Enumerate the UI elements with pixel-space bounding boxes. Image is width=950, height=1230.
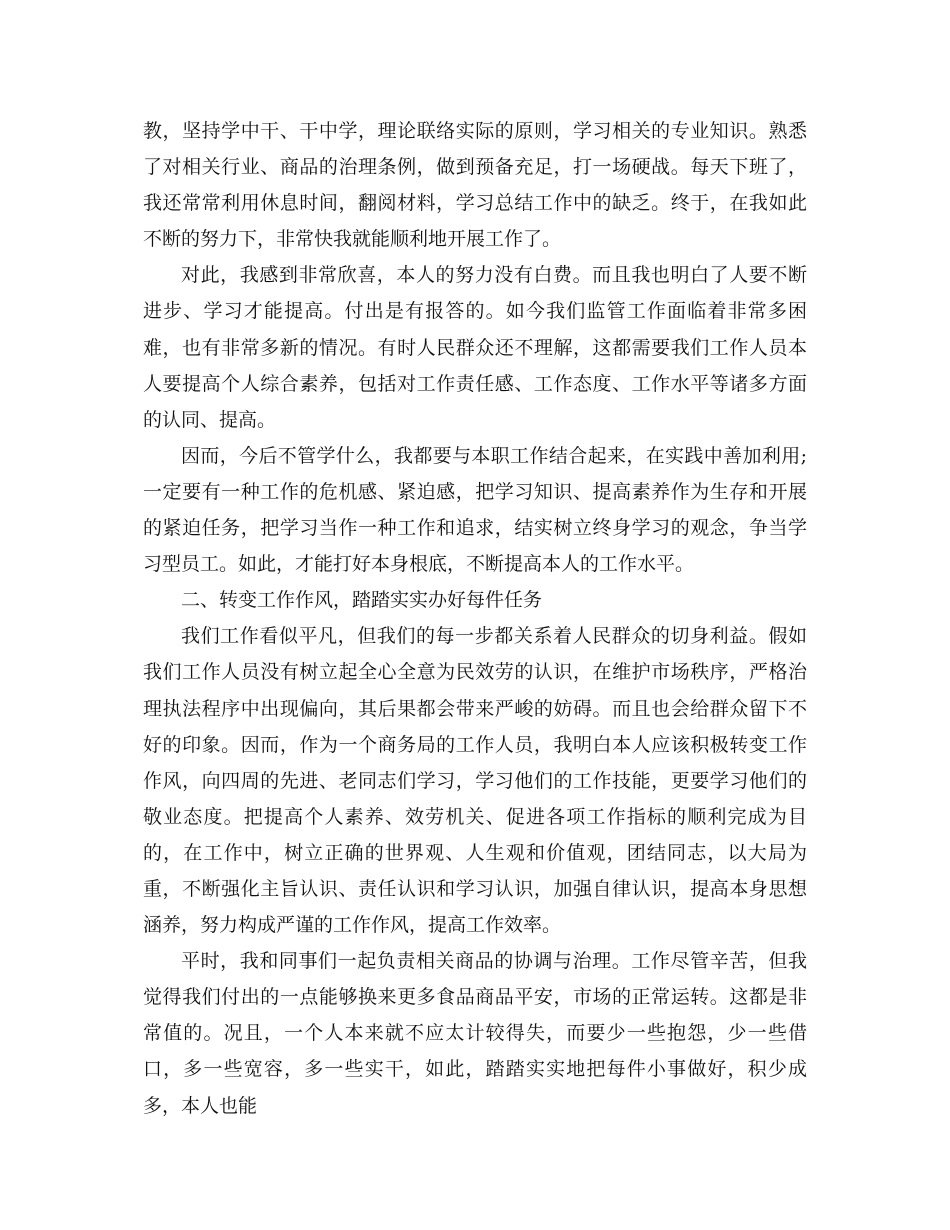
paragraph-continued: 教，坚持学中干、干中学，理论联络实际的原则，学习相关的专业知识。熟悉了对相关行业、商品的治理条例，做到预备充足，打一场硬战。每天下班了，我还常常利用休息时间，翻阅材料，学习总结工作中的缺乏。终于，在我如此不断的努力下，非常快我就能顺利地开展工作了。 [143, 120, 807, 251]
paragraph: 平时，我和同事们一起负责相关商品的协调与治理。工作尽管辛苦，但我觉得我们付出的一点能够换来更多食品商品平安，市场的正常运转。这都是非常值的。况且，一个人本来就不应太计较得失，而要少一些抱怨，少一些借口，多一些宽容，多一些实干，如此，踏踏实实地把每件小事做好，积少成多，本人也能 [143, 950, 807, 1117]
document-body [143, 113, 807, 1124]
section-heading: 二、转变工作作风，踏踏实实办好每件任务 [181, 589, 543, 612]
paragraph: 对此，我感到非常欣喜，本人的努力没有白费。而且我也明白了人要不断进步、学习才能提高。付出是有报答的。如今我们监管工作面临着非常多困难，也有非常多新的情况。有时人民群众还不理解，这都需要我们工作人员本人要提高个人综合素养，包括对工作责任感、工作态度、工作水平等诸多方面的认同、提高。 [143, 264, 807, 431]
paragraph: 我们工作看似平凡，但我们的每一步都关系着人民群众的切身利益。假如我们工作人员没有树立起全心全意为民效劳的认识，在维护市场秩序，严格治理执法程序中出现偏向，其后果都会带来严峻的妨碍。而且也会给群众留下不好的印象。因而，作为一个商务局的工作人员，我明白本人应该积极转变工作作风，向四周的先进、老同志们学习，学习他们的工作技能，更要学习他们的敬业态度。把提高个人素养、效劳机关、促进各项工作指标的顺利完成为目的，在工作中，树立正确的世界观、人生观和价值观，团结同志，以大局为重，不断强化主旨认识、责任认识和学习认识，加强自律认识，提高本身思想涵养，努力构成严谨的工作作风，提高工作效率。 [143, 625, 807, 937]
paragraph: 因而，今后不管学什么，我都要与本职工作结合起来，在实践中善加利用;一定要有一种工作的危机感、紧迫感，把学习知识、提高素养作为生存和开展的紧迫任务，把学习当作一种工作和追求，结实树立终身学习的观念，争当学习型员工。如此，才能打好本身根底，不断提高本人的工作水平。 [143, 444, 807, 576]
